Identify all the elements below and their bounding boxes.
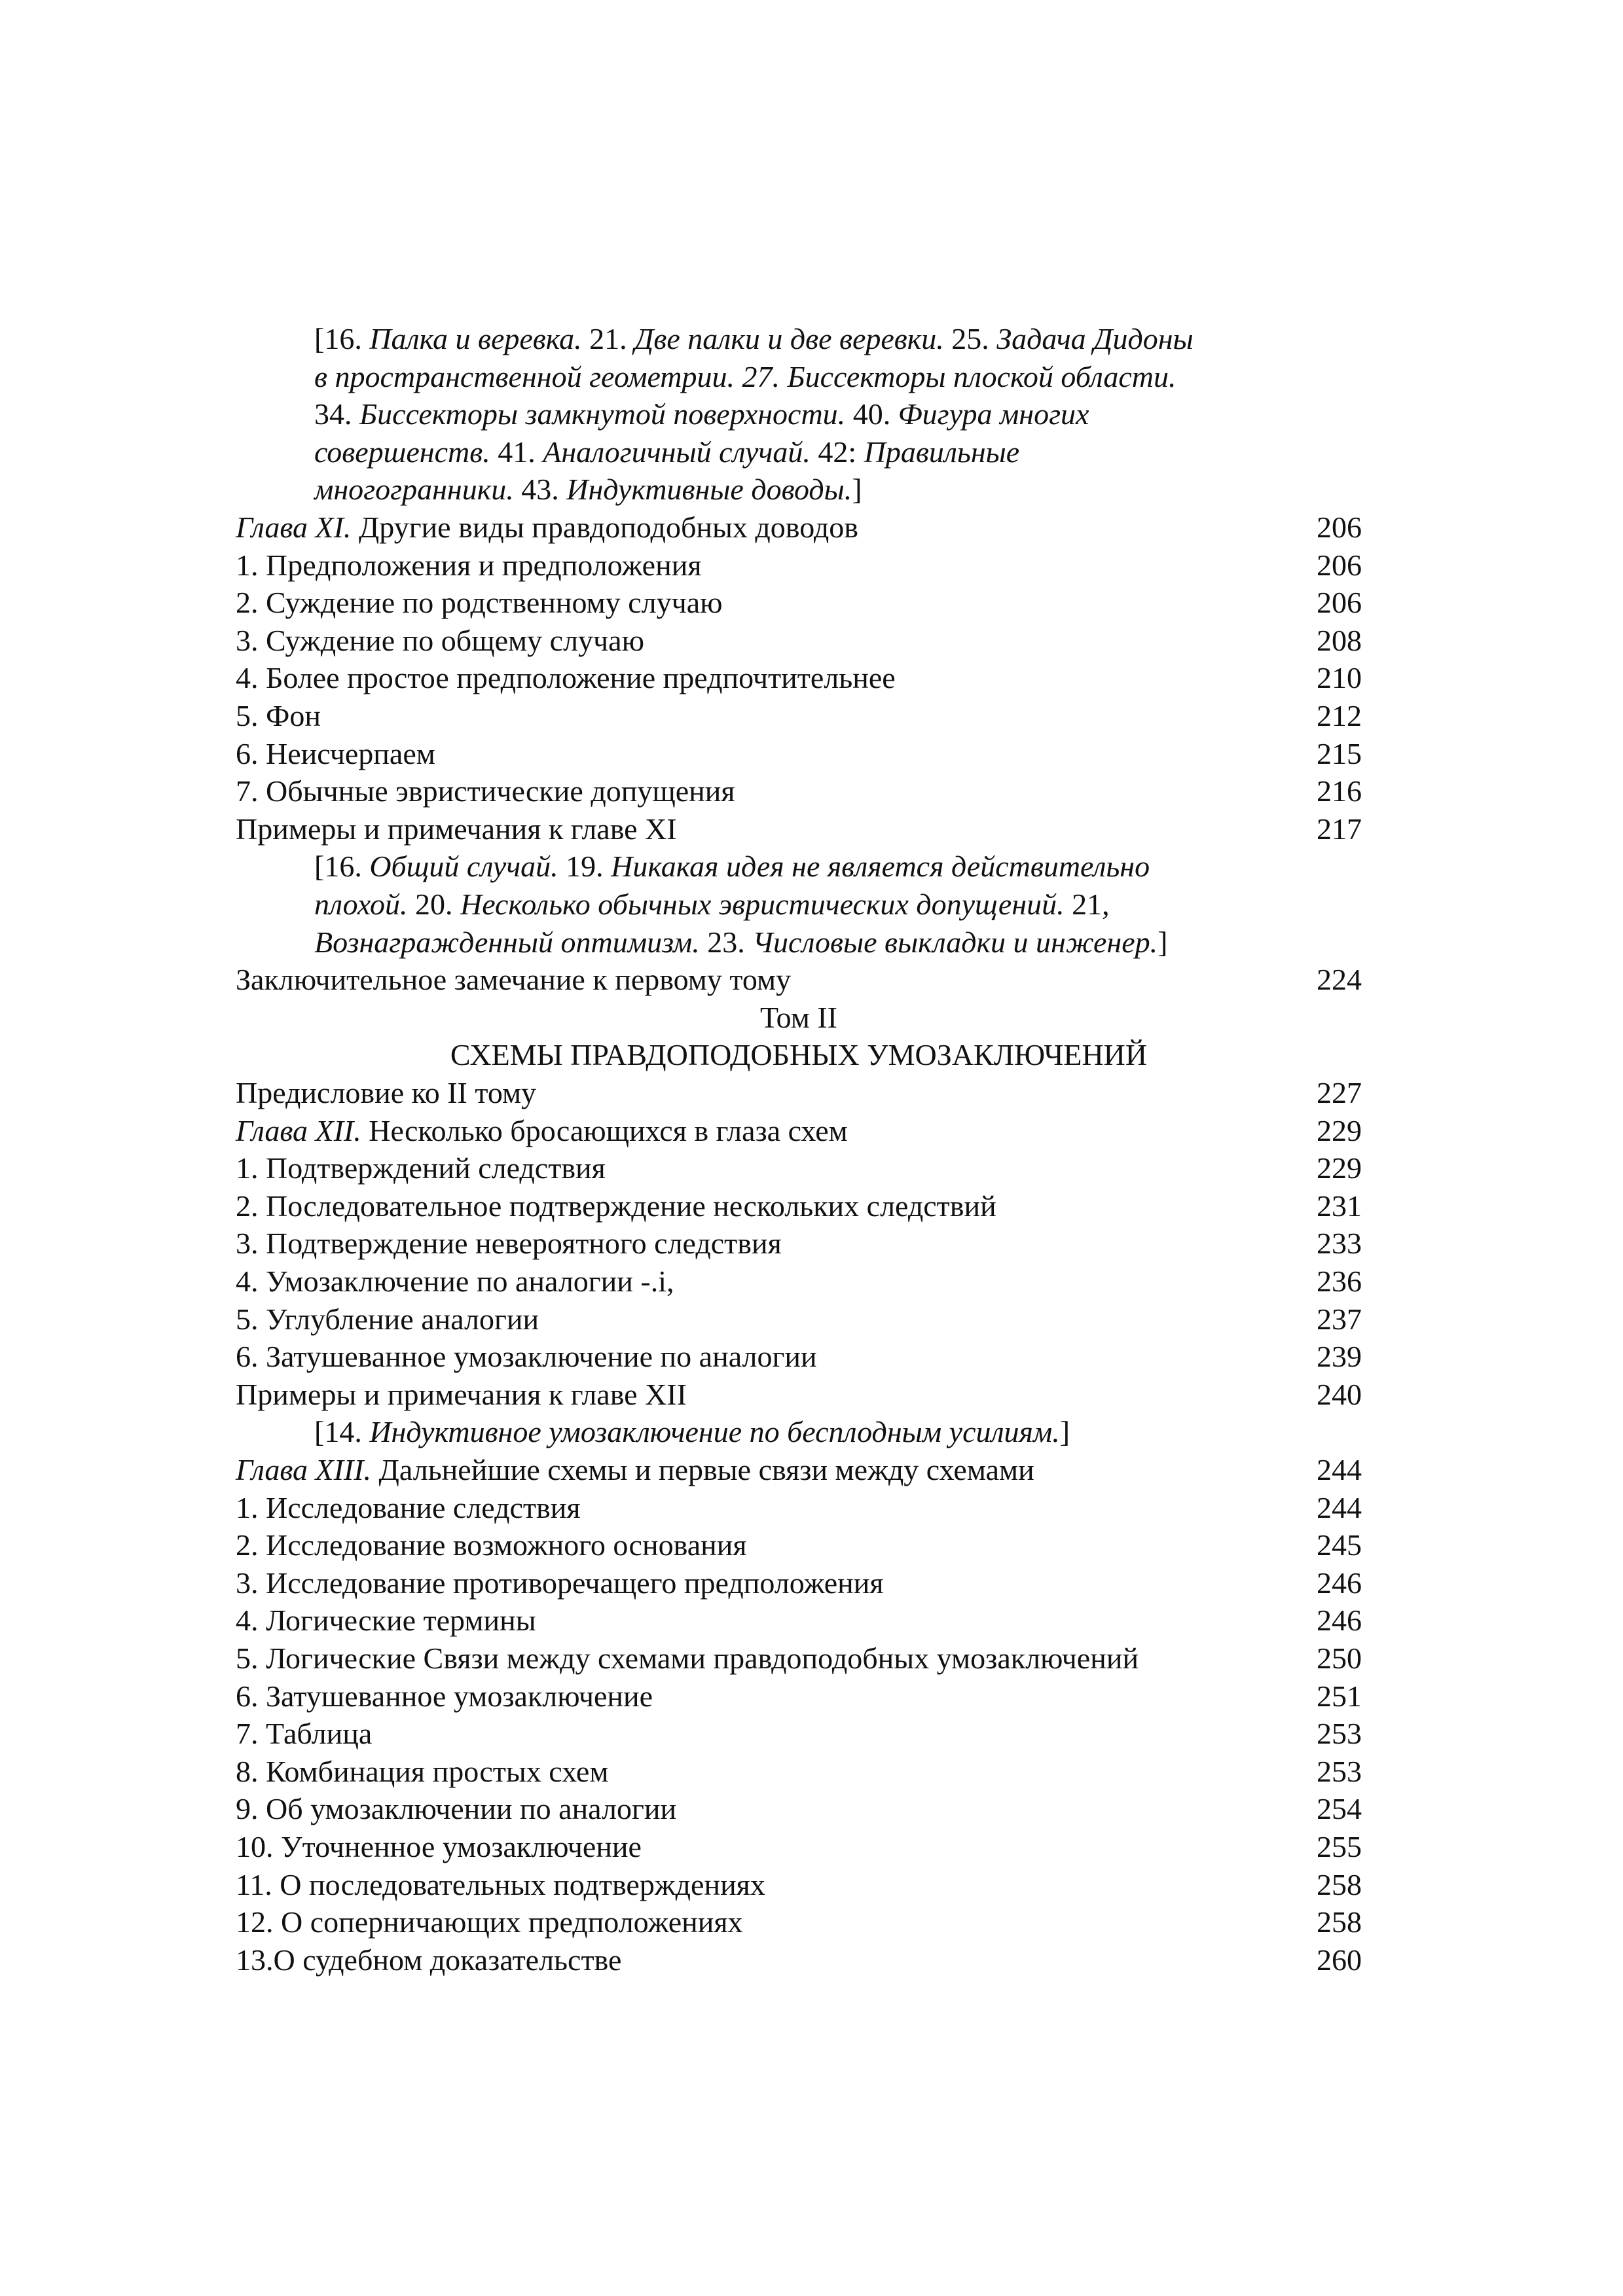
toc-entry-label: 6. Затушеванное умозаключение <box>236 1679 653 1713</box>
toc-entry-label: 3. Суждение по общему случаю <box>236 624 644 657</box>
toc-entry <box>236 1073 1362 1113</box>
toc-page-number: 206 <box>1317 548 1362 582</box>
toc-entry-label: 4. Более простое предположение предпочтительнее <box>236 661 896 694</box>
toc-page-number: 237 <box>1317 1302 1362 1336</box>
toc-page-number: 227 <box>1317 1076 1362 1109</box>
toc-entry-label: 5. Углубление аналогии <box>236 1302 539 1336</box>
toc-entry-label: многогранники. 43. Индуктивные доводы.] <box>314 473 862 506</box>
toc-entry-label: 2. Суждение по родственному случаю <box>236 586 723 619</box>
toc-exercise-list <box>314 847 1362 886</box>
toc-entry-label: 1. Предположения и предположения <box>236 548 702 582</box>
toc-entry-label: плохой. 20. Несколько обычных эвристических допущений. 21, <box>314 888 1110 921</box>
toc-entry-label: [16. Общий случай. 19. Никакая идея не является действительно <box>314 850 1150 883</box>
toc-entry-label: 1. Исследование следствия <box>236 1491 581 1524</box>
toc-entry <box>236 1337 1362 1376</box>
toc-entry <box>236 960 1362 999</box>
toc-entry-label: 7. Таблица <box>236 1717 373 1750</box>
toc-page-number: 236 <box>1317 1265 1362 1298</box>
toc-page-number: 217 <box>1317 812 1362 846</box>
toc-entry <box>236 772 1362 811</box>
toc-exercise-list <box>314 433 1362 472</box>
toc-page-number: 260 <box>1317 1943 1362 1977</box>
toc-page-number: 253 <box>1317 1755 1362 1788</box>
toc-exercise-list <box>314 923 1362 962</box>
toc-entry <box>236 1601 1362 1640</box>
toc-entry-label: 10. Уточненное умозаключение <box>236 1830 642 1863</box>
toc-entry <box>236 1564 1362 1603</box>
toc-entry-label: 34. Биссекторы замкнутой поверхности. 40. Фигура многих <box>314 397 1089 431</box>
toc-entry <box>236 1677 1362 1716</box>
toc-entry <box>236 1187 1362 1226</box>
toc-page-number: 239 <box>1317 1340 1362 1373</box>
toc-page-number: 216 <box>1317 774 1362 808</box>
toc-entry-label: 1. Подтверждений следствия <box>236 1151 606 1185</box>
toc-page-number: 246 <box>1317 1566 1362 1600</box>
toc-page-number: 244 <box>1317 1491 1362 1524</box>
toc-page-number: 244 <box>1317 1453 1362 1486</box>
toc-entry-label: Примеры и примечания к главе XII <box>236 1378 687 1411</box>
toc-entry-label: Глава XII. Несколько бросающихся в глаза схем <box>236 1114 848 1147</box>
toc-entry-label: 8. Комбинация простых схем <box>236 1755 609 1788</box>
toc-entry-label: 6. Затушеванное умозаключение по аналогии <box>236 1340 817 1373</box>
toc-exercise-list <box>314 1412 1362 1452</box>
toc-page-number: 233 <box>1317 1227 1362 1260</box>
toc-entry-label: Глава XI. Другие виды правдоподобных доводов <box>236 511 858 544</box>
toc-entry-label: 5. Логические Связи между схемами правдоподобных умозаключений <box>236 1641 1139 1675</box>
toc-entry <box>236 508 1362 547</box>
toc-entry-label: совершенств. 41. Аналогичный случай. 42: Правильные <box>314 435 1020 469</box>
toc-entry <box>236 658 1362 698</box>
toc-page-number: 229 <box>1317 1151 1362 1185</box>
toc-exercise-list <box>314 357 1362 397</box>
toc-page-number: 254 <box>1317 1792 1362 1825</box>
toc-page-number: 231 <box>1317 1189 1362 1223</box>
toc-entry <box>236 1789 1362 1829</box>
toc-entry-label: 13.О судебном доказательстве <box>236 1943 622 1977</box>
toc-entry <box>236 696 1362 736</box>
toc-entry <box>236 1903 1362 1942</box>
toc-entry-label: 2. Исследование возможного основания <box>236 1528 747 1562</box>
toc-entry-label: 3. Подтверждение невероятного следствия <box>236 1227 782 1260</box>
toc-exercise-list <box>314 470 1362 509</box>
toc-entry <box>236 1149 1362 1188</box>
toc-entry <box>236 810 1362 849</box>
toc-entry-label: [16. Палка и веревка. 21. Две палки и две веревки. 25. Задача Дидоны <box>314 322 1194 355</box>
toc-page-number: 246 <box>1317 1604 1362 1637</box>
toc-entry-label: СХЕМЫ ПРАВДОПОДОБНЫХ УМОЗАКЛЮЧЕНИЙ <box>450 1038 1148 1071</box>
toc-entry-label: [14. Индуктивное умозаключение по бесплодным усилиям.] <box>314 1415 1070 1448</box>
toc-entry-label: 7. Обычные эвристические допущения <box>236 774 735 808</box>
toc-page-number: 253 <box>1317 1717 1362 1750</box>
toc-page-number: 210 <box>1317 661 1362 694</box>
toc-entry <box>236 1111 1362 1151</box>
toc-entry <box>236 1827 1362 1867</box>
toc-page-number: 258 <box>1317 1868 1362 1901</box>
toc-entry <box>236 621 1362 660</box>
toc-exercise-list <box>314 885 1362 924</box>
toc-page-number: 255 <box>1317 1830 1362 1863</box>
toc-entry-label: 3. Исследование противоречащего предположения <box>236 1566 884 1600</box>
toc-page-number: 251 <box>1317 1679 1362 1713</box>
section-heading <box>236 998 1362 1037</box>
toc-exercise-list <box>314 319 1362 359</box>
toc-entry-label: 5. Фон <box>236 699 321 732</box>
toc-page-number: 250 <box>1317 1641 1362 1675</box>
toc-entry <box>236 1714 1362 1753</box>
toc-page-number: 229 <box>1317 1114 1362 1147</box>
toc-entry-label: 6. Неисчерпаем <box>236 737 435 770</box>
toc-entry <box>236 1639 1362 1678</box>
toc-page-number: 245 <box>1317 1528 1362 1562</box>
toc-entry <box>236 1450 1362 1490</box>
toc-entry-label: Примеры и примечания к главе XI <box>236 812 677 846</box>
toc-page-number: 212 <box>1317 699 1362 732</box>
toc-entry-label: в пространственной геометрии. 27. Биссекторы плоской области. <box>314 360 1176 393</box>
toc-entry-label: 4. Логические термины <box>236 1604 536 1637</box>
toc-entry-label: Заключительное замечание к первому тому <box>236 963 792 996</box>
toc-page-number: 224 <box>1317 963 1362 996</box>
toc-page-number: 206 <box>1317 511 1362 544</box>
toc-exercise-list <box>314 395 1362 434</box>
toc-entry-label: 11. О последовательных подтверждениях <box>236 1868 765 1901</box>
toc-entry <box>236 734 1362 774</box>
toc-entry-label: 4. Умозаключение по аналогии -.i, <box>236 1265 674 1298</box>
toc-entry-label: Глава XIII. Дальнейшие схемы и первые связи между схемами <box>236 1453 1034 1486</box>
toc-entry <box>236 1941 1362 1980</box>
toc-page-number: 240 <box>1317 1378 1362 1411</box>
toc-entry <box>236 1752 1362 1791</box>
toc-page-number: 215 <box>1317 737 1362 770</box>
toc-entry-label: Предисловие ко II тому <box>236 1076 537 1109</box>
toc-entry <box>236 583 1362 622</box>
toc-entry <box>236 1526 1362 1565</box>
toc-entry-label: 9. Об умозаключении по аналогии <box>236 1792 677 1825</box>
toc-entry <box>236 1262 1362 1301</box>
toc-entry-label: Том II <box>759 1001 837 1034</box>
toc-entry-label: 12. О соперничающих предположениях <box>236 1905 743 1939</box>
toc-entry <box>236 1375 1362 1414</box>
toc-entry <box>236 1224 1362 1263</box>
toc-entry-label: 2. Последовательное подтверждение нескольких следствий <box>236 1189 996 1223</box>
section-heading <box>236 1035 1362 1075</box>
toc-entry <box>236 1865 1362 1905</box>
toc-page-number: 258 <box>1317 1905 1362 1939</box>
toc-entry-label: Вознагражденный оптимизм. 23. Числовые выкладки и инженер.] <box>314 925 1168 959</box>
toc-entry <box>236 1488 1362 1528</box>
toc-page-number: 208 <box>1317 624 1362 657</box>
toc-entry <box>236 546 1362 585</box>
toc-page-number: 206 <box>1317 586 1362 619</box>
toc-entry <box>236 1300 1362 1339</box>
